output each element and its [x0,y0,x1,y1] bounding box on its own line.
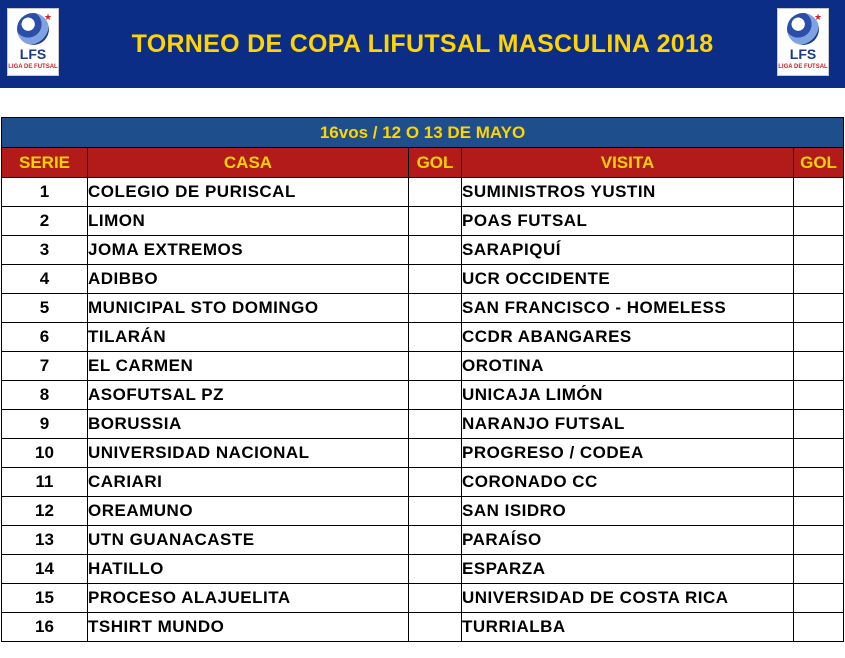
table-row [2,497,844,526]
away-goals-cell [794,323,844,352]
home-team-cell: CARIARI [88,468,409,497]
table-row [2,207,844,236]
serie-cell: 11 [2,468,88,497]
home-team-cell: ADIBBO [88,265,409,294]
table-row [2,584,844,613]
away-team-cell: UCR OCCIDENTE [462,265,794,294]
home-team-cell: ASOFUTSAL PZ [88,381,409,410]
away-goals-cell [794,410,844,439]
away-team-cell: CCDR ABANGARES [462,323,794,352]
table-row [2,265,844,294]
away-goals-cell [794,613,844,642]
serie-cell: 13 [2,526,88,555]
star-icon: ★ [44,12,53,22]
fixtures-table [1,117,844,642]
away-goals-cell [794,294,844,323]
round-row [2,118,844,148]
serie-cell: 15 [2,584,88,613]
away-team-cell: TURRIALBA [462,613,794,642]
home-goals-cell [409,323,462,352]
serie-cell: 16 [2,613,88,642]
home-team-cell: TILARÁN [88,323,409,352]
home-goals-cell [409,178,462,207]
away-goals-cell [794,352,844,381]
serie-cell: 10 [2,439,88,468]
away-goals-cell [794,265,844,294]
away-goals-cell [794,439,844,468]
table-row [2,352,844,381]
home-team-cell: COLEGIO DE PURISCAL [88,178,409,207]
table-row [2,439,844,468]
serie-cell: 1 [2,178,88,207]
away-team-cell: UNICAJA LIMÓN [462,381,794,410]
away-team-cell: UNIVERSIDAD DE COSTA RICA [462,584,794,613]
away-goals-cell [794,178,844,207]
home-goals-cell [409,468,462,497]
away-team-cell: ESPARZA [462,555,794,584]
home-team-cell: MUNICIPAL STO DOMINGO [88,294,409,323]
logo-text: LFS [19,46,47,62]
home-team-cell: EL CARMEN [88,352,409,381]
serie-cell: 9 [2,410,88,439]
away-team-cell: SAN ISIDRO [462,497,794,526]
table-row [2,555,844,584]
away-team-cell: SUMINISTROS YUSTIN [462,178,794,207]
home-goals-cell [409,613,462,642]
round-label: 16vos / 12 O 13 DE MAYO [2,118,844,148]
away-goals-cell [794,555,844,584]
table-row [2,526,844,555]
away-goals-cell [794,236,844,265]
serie-cell: 3 [2,236,88,265]
title-banner [0,0,845,88]
home-goals-cell [409,207,462,236]
lfs-logo-left [7,8,59,76]
table-row [2,294,844,323]
serie-cell: 14 [2,555,88,584]
home-goals-cell [409,294,462,323]
column-header-gol-visita: GOL [794,148,844,178]
home-goals-cell [409,236,462,265]
table-row [2,410,844,439]
away-team-cell: PROGRESO / CODEA [462,439,794,468]
home-goals-cell [409,352,462,381]
home-goals-cell [409,381,462,410]
away-team-cell: PARAÍSO [462,526,794,555]
serie-cell: 2 [2,207,88,236]
home-team-cell: PROCESO ALAJUELITA [88,584,409,613]
home-goals-cell [409,439,462,468]
away-team-cell: POAS FUTSAL [462,207,794,236]
table-row [2,613,844,642]
fixtures-body [2,178,844,642]
table-row [2,178,844,207]
home-team-cell: TSHIRT MUNDO [88,613,409,642]
table-row [2,381,844,410]
serie-cell: 7 [2,352,88,381]
serie-cell: 4 [2,265,88,294]
column-header-serie: SERIE [2,148,88,178]
away-goals-cell [794,497,844,526]
home-team-cell: JOMA EXTREMOS [88,236,409,265]
page-title: TORNEO DE COPA LIFUTSAL MASCULINA 2018 [131,30,714,58]
column-header-row [2,148,844,178]
lfs-logo-right [777,8,829,76]
away-goals-cell [794,381,844,410]
table-row [2,236,844,265]
serie-cell: 12 [2,497,88,526]
home-team-cell: UTN GUANACASTE [88,526,409,555]
serie-cell: 5 [2,294,88,323]
logo-text: LFS [789,46,817,62]
home-team-cell: LIMON [88,207,409,236]
table-row [2,468,844,497]
home-team-cell: OREAMUNO [88,497,409,526]
home-team-cell: BORUSSIA [88,410,409,439]
serie-cell: 8 [2,381,88,410]
away-team-cell: OROTINA [462,352,794,381]
away-goals-cell [794,526,844,555]
home-goals-cell [409,526,462,555]
away-goals-cell [794,584,844,613]
star-icon: ★ [814,12,823,22]
logo-subtext: LIGA DE FUTSAL [778,64,828,70]
home-goals-cell [409,410,462,439]
column-header-casa: CASA [88,148,409,178]
table-row [2,323,844,352]
column-header-visita: VISITA [462,148,794,178]
home-goals-cell [409,584,462,613]
logo-subtext: LIGA DE FUTSAL [8,64,58,70]
away-team-cell: SARAPIQUÍ [462,236,794,265]
home-team-cell: HATILLO [88,555,409,584]
column-header-gol-casa: GOL [409,148,462,178]
away-goals-cell [794,207,844,236]
away-team-cell: NARANJO FUTSAL [462,410,794,439]
away-goals-cell [794,468,844,497]
home-goals-cell [409,497,462,526]
away-team-cell: SAN FRANCISCO - HOMELESS [462,294,794,323]
serie-cell: 6 [2,323,88,352]
home-goals-cell [409,265,462,294]
home-team-cell: UNIVERSIDAD NACIONAL [88,439,409,468]
away-team-cell: CORONADO CC [462,468,794,497]
home-goals-cell [409,555,462,584]
